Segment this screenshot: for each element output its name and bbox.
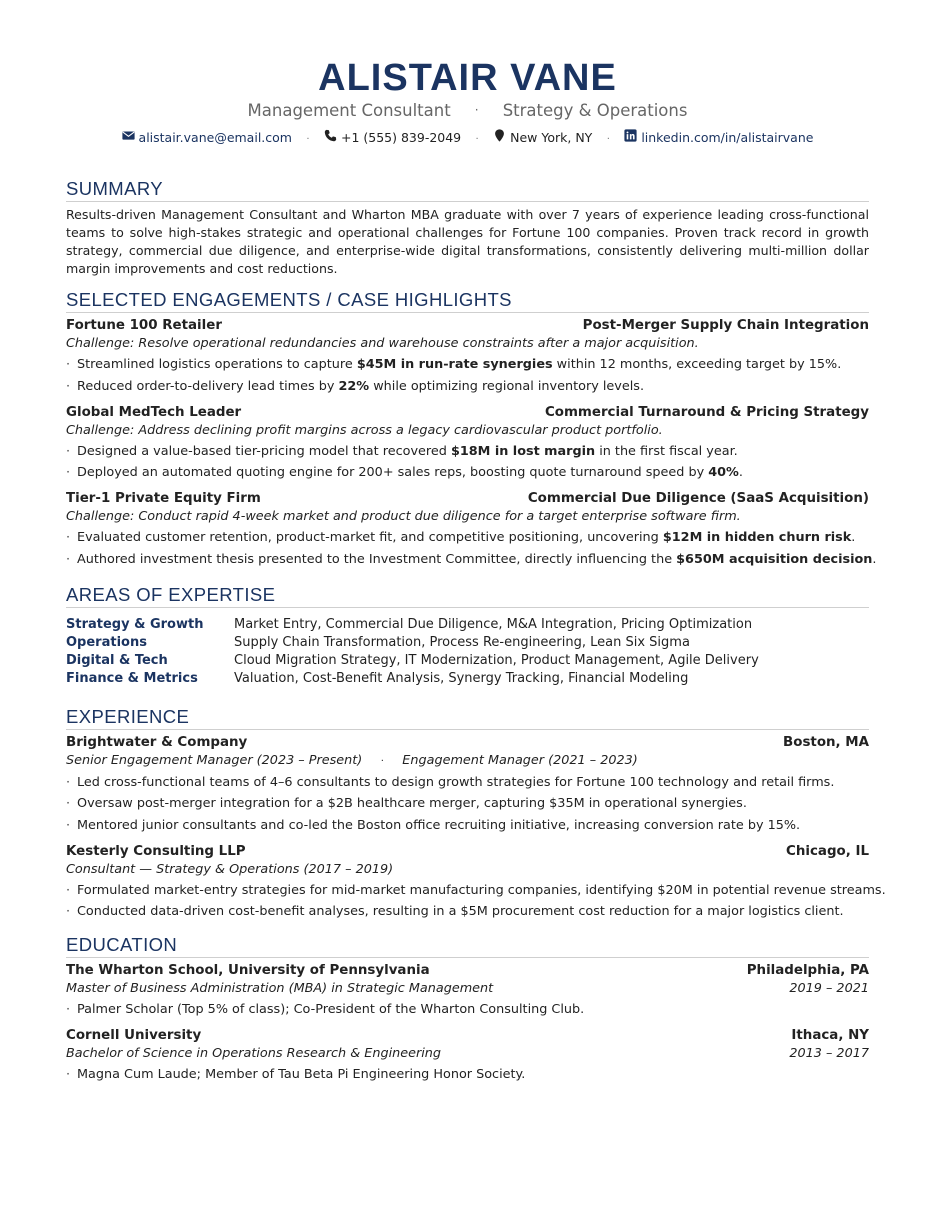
resume-page bbox=[66, 56, 886, 1087]
headline-role: Management Consultant bbox=[247, 101, 451, 120]
job-entry bbox=[66, 843, 886, 923]
engagement-client: Fortune 100 Retailer bbox=[66, 318, 222, 333]
job-location: Chicago, IL bbox=[786, 843, 869, 859]
bullet-item: · Oversaw post-merger integration for a $2B healthcare merger, capturing $35M in operational synergies. bbox=[66, 794, 869, 814]
expertise-label: Digital & Tech bbox=[66, 652, 168, 668]
expertise-value: Market Entry, Commercial Due Diligence, M&A Integration, Pricing Optimization bbox=[234, 616, 753, 632]
job-role: Engagement Manager (2021 – 2023) bbox=[402, 752, 638, 768]
contact-separator: · bbox=[306, 134, 310, 145]
expertise-value: Cloud Migration Strategy, IT Modernization, Product Management, Agile Delivery bbox=[234, 652, 759, 668]
contact-linkedin[interactable] bbox=[624, 129, 813, 146]
role-separator: · bbox=[380, 755, 384, 767]
phone-icon bbox=[324, 129, 337, 146]
education-entry bbox=[66, 962, 869, 1020]
bullet-item: · Deployed an automated quoting engine for 200+ sales reps, boosting quote turnaround speed by 40%. bbox=[66, 463, 869, 483]
expertise-row bbox=[66, 670, 869, 688]
linkedin-link[interactable]: linkedin.com/in/alistairvane bbox=[641, 129, 814, 145]
education-entry bbox=[66, 1027, 869, 1085]
job-company: Brightwater & Company bbox=[66, 734, 248, 750]
engagement-project: Commercial Turnaround & Pricing Strategy bbox=[544, 404, 869, 420]
engagement-bullets bbox=[66, 528, 877, 570]
engagement-challenge: Challenge: Resolve operational redundancies and warehouse constraints after a major acquisition. bbox=[66, 336, 699, 351]
contact-separator: · bbox=[606, 134, 610, 145]
contact-bar bbox=[66, 129, 869, 148]
envelope-icon bbox=[122, 129, 135, 146]
section-heading-summary: SUMMARY bbox=[66, 178, 869, 202]
linkedin-icon bbox=[624, 129, 637, 146]
section-heading-expertise: AREAS OF EXPERTISE bbox=[66, 584, 869, 608]
contact-phone bbox=[324, 129, 461, 146]
expertise-row bbox=[66, 634, 869, 652]
school-name: The Wharton School, University of Pennsylvania bbox=[66, 963, 430, 978]
bullet-item: · Formulated market-entry strategies for mid-market manufacturing companies, identifying $20M in potential revenue streams. bbox=[66, 881, 869, 901]
email-link[interactable]: alistair.vane@email.com bbox=[138, 129, 292, 145]
bullet-item: · Authored investment thesis presented to the Investment Committee, directly influencing the $650M acquisition decision. bbox=[66, 550, 869, 570]
education-bullets bbox=[66, 1065, 869, 1085]
contact-separator: · bbox=[475, 134, 479, 145]
engagement-project: Post-Merger Supply Chain Integration bbox=[582, 318, 869, 333]
job-location: Boston, MA bbox=[783, 734, 869, 750]
degree-name: Bachelor of Science in Operations Research & Engineering bbox=[66, 1046, 442, 1061]
education-bullets bbox=[66, 1000, 869, 1020]
job-entry bbox=[66, 734, 869, 836]
job-bullets bbox=[66, 881, 886, 923]
engagement-challenge: Challenge: Conduct rapid 4-week market and product due diligence for a target enterprise software firm. bbox=[66, 509, 741, 524]
engagement-project: Commercial Due Diligence (SaaS Acquisition) bbox=[527, 491, 869, 506]
section-heading-engagements: SELECTED ENGAGEMENTS / CASE HIGHLIGHTS bbox=[66, 289, 869, 313]
engagement-challenge: Challenge: Address declining profit margins across a legacy cardiovascular product portfolio. bbox=[66, 422, 663, 438]
section-heading-experience: EXPERIENCE bbox=[66, 706, 869, 730]
bullet-item: · Mentored junior consultants and co-led the Boston office recruiting initiative, increasing conversion rate by 15%. bbox=[66, 816, 869, 836]
school-name: Cornell University bbox=[66, 1028, 202, 1043]
engagement-client: Tier-1 Private Equity Firm bbox=[66, 491, 261, 506]
expertise-label: Strategy & Growth bbox=[66, 616, 204, 632]
job-role: Senior Engagement Manager (2023 – Present) bbox=[66, 752, 363, 768]
expertise-row bbox=[66, 652, 869, 670]
bullet-item: · Reduced order-to-delivery lead times by 22% while optimizing regional inventory levels. bbox=[66, 377, 869, 397]
expertise-value: Valuation, Cost-Benefit Analysis, Synergy Tracking, Financial Modeling bbox=[234, 670, 689, 686]
degree-line bbox=[66, 980, 869, 998]
contact-email[interactable] bbox=[122, 129, 292, 146]
engagement-entry bbox=[66, 317, 869, 397]
bullet-item: · Palmer Scholar (Top 5% of class); Co-President of the Wharton Consulting Club. bbox=[66, 1000, 869, 1020]
engagement-bullets bbox=[66, 442, 869, 484]
job-roles bbox=[66, 861, 869, 879]
bullet-item: · Streamlined logistics operations to capture $45M in run-rate synergies within 12 months, exceeding target by 15%. bbox=[66, 355, 869, 375]
degree-line bbox=[66, 1045, 869, 1063]
bullet-item: · Led cross-functional teams of 4–6 consultants to design growth strategies for Fortune 100 technology and retail firms. bbox=[66, 773, 869, 793]
headline-separator: · bbox=[474, 103, 479, 117]
location-text: New York, NY bbox=[510, 129, 593, 145]
bullet-item: · Conducted data-driven cost-benefit analyses, resulting in a $5M procurement cost reduction for a major logistics client. bbox=[66, 902, 869, 922]
engagement-bullets bbox=[66, 355, 869, 397]
summary-text: Results-driven Management Consultant and Wharton MBA graduate with over 7 years of experience leading cross-functional teams to solve high-stakes strategic and operational challenges for Fortune 100 companies. Proven track record in growth strategy, commercial due diligence, and enterprise-wide digital transformations, consistently delivering multi-million dollar margin improvements and cost reductions. bbox=[66, 207, 869, 276]
expertise-table bbox=[66, 616, 869, 688]
engagement-client: Global MedTech Leader bbox=[66, 404, 242, 420]
contact-location bbox=[493, 129, 592, 146]
map-pin-icon bbox=[493, 129, 506, 146]
engagement-entry bbox=[66, 404, 869, 484]
job-roles bbox=[66, 752, 869, 771]
expertise-row bbox=[66, 616, 869, 634]
job-bullets bbox=[66, 773, 869, 836]
bullet-item: · Designed a value-based tier-pricing model that recovered $18M in lost margin in the first fiscal year. bbox=[66, 442, 869, 462]
phone-number: +1 (555) 839-2049 bbox=[340, 129, 462, 145]
candidate-name: ALISTAIR VANE bbox=[318, 57, 617, 99]
degree-name: Master of Business Administration (MBA) in Strategic Management bbox=[66, 981, 494, 996]
section-heading-education: EDUCATION bbox=[66, 934, 869, 958]
school-location: Philadelphia, PA bbox=[746, 963, 869, 978]
job-company: Kesterly Consulting LLP bbox=[66, 843, 246, 859]
school-location: Ithaca, NY bbox=[791, 1028, 869, 1043]
expertise-label: Finance & Metrics bbox=[66, 670, 198, 686]
engagement-entry bbox=[66, 490, 877, 570]
degree-dates: 2013 – 2017 bbox=[789, 1046, 869, 1061]
headline bbox=[66, 99, 869, 122]
expertise-value: Supply Chain Transformation, Process Re-engineering, Lean Six Sigma bbox=[234, 634, 690, 650]
expertise-label: Operations bbox=[66, 634, 147, 650]
degree-dates: 2019 – 2021 bbox=[789, 981, 869, 996]
bullet-item: · Evaluated customer retention, product-market fit, and competitive positioning, uncovering $12M in hidden churn risk. bbox=[66, 528, 869, 548]
bullet-item: · Magna Cum Laude; Member of Tau Beta Pi Engineering Honor Society. bbox=[66, 1065, 869, 1085]
headline-focus: Strategy & Operations bbox=[502, 101, 688, 120]
job-role: Consultant — Strategy & Operations (2017 – 2019) bbox=[66, 861, 394, 877]
